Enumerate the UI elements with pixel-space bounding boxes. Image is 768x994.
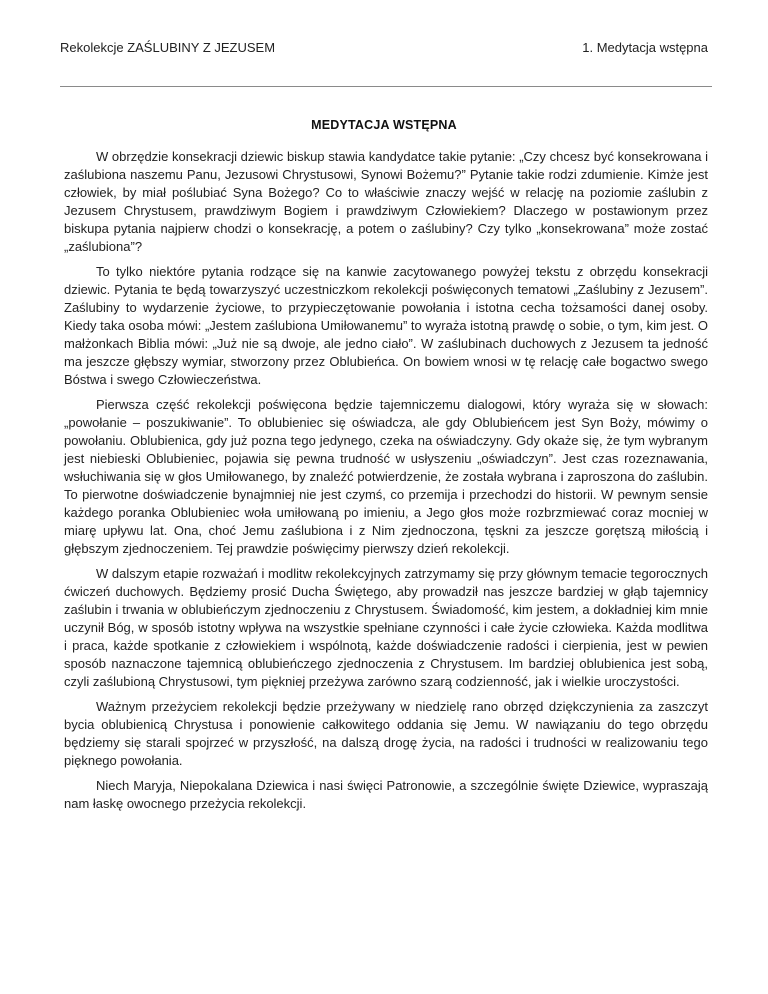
paragraph: Ważnym przeżyciem rekolekcji będzie przeżywany w niedzielę rano obrzęd dziękczynienia za zaszczyt bycia oblubienicą Chrystusa i ponowienie całkowitego oddania się Jemu. W nawiązaniu do tego obrzędu będziemy się starali spojrzeć w przyszłość, na dalszą drogę życia, na radości i trudności w realizowaniu tego pięknego powołania.	[64, 699, 708, 768]
header-right-section: 1. Medytacja wstępna	[582, 40, 708, 55]
paragraph: To tylko niektóre pytania rodzące się na kanwie zacytowanego powyżej tekstu z obrzędu konsekracji dziewic. Pytania te będą towarzyszyć uczestniczkom rekolekcji poświęconych tematowi „Zaślubiny z Jezusem”. Zaślubiny to wydarzenie życiowe, to przypieczętowanie powołania i istotna cecha tożsamości danej osoby. Kiedy taka osoba mówi: „Jestem zaślubiona Umiłowanemu” to wyraża istotną prawdę o sobie, o tym, kim jest. O małżonkach Biblia mówi: „Już nie są dwoje, ale jedno ciało”. W zaślubinach duchowych z Jezusem ta jedność ma jeszcze głębszy wymiar, stworzony przez Oblubieńca. On bowiem wnosi w tę relację całe bogactwo swego Bóstwa i swego Człowieczeństwa.	[64, 264, 708, 387]
document-body	[64, 148, 708, 820]
page-header	[60, 40, 708, 55]
header-left-title: Rekolekcje ZAŚLUBINY Z JEZUSEM	[60, 40, 276, 55]
header-divider	[60, 86, 712, 87]
section-title: MEDYTACJA WSTĘPNA	[311, 118, 457, 132]
paragraph: Pierwsza część rekolekcji poświęcona będzie tajemniczemu dialogowi, który wyraża się w słowach: „powołanie – poszukiwanie”. To oblubieniec się oświadcza, ale gdy Oblubieńcem jest Syn Boży, mówimy o powołaniu. Oblubienica, gdy już pozna tego jedynego, czeka na oświadczyny. Gdy okaże się, że tym wybranym jest niebieski Oblubieniec, pojawia się pewna trudność w usłyszeniu „oświadczyn”. Jest czas rozeznawania, wsłuchiwania się w głos Umiłowanego, by znaleźć potwierdzenie, że została wybrana i zaproszona do zaślubin. To pierwotne doświadczenie bynajmniej nie jest czymś, co przemija i przechodzi do historii. W pewnym sensie każdego poranka Oblubieniec woła umiłowaną po imieniu, a Jego głos może rozbrzmiewać coraz mocniej w miarę upływu lat. Ona, choć Jemu zaślubiona i z Nim zjednoczona, tęskni za jeszcze gorętszą miłością i głębszym zjednoczeniem. Tej prawdzie poświęcimy pierwszy dzień rekolekcji.	[64, 397, 708, 556]
paragraph: Niech Maryja, Niepokalana Dziewica i nasi święci Patronowie, a szczególnie święte Dziewice, wypraszają nam łaskę owocnego przeżycia rekolekcji.	[64, 778, 708, 811]
paragraph: W obrzędzie konsekracji dziewic biskup stawia kandydatce takie pytanie: „Czy chcesz być konsekrowana i zaślubiona naszemu Panu, Jezusowi Chrystusowi, Synowi Bożemu?” Pytanie takie rodzi zdumienie. Kimże jest człowiek, by miał poślubiać Syna Bożego? Co to właściwie znaczy wejść w relację na poziomie zaślubin z Jezusem Chrystusem, prawdziwym Bogiem i prawdziwym Człowiekiem? Dlaczego w postawionym przez biskupa pytania najpierw chodzi o konsekrację, a potem o zaślubiny? Czy tylko „konsekrowana” może zostać „zaślubiona”?	[64, 149, 708, 254]
paragraph: W dalszym etapie rozważań i modlitw rekolekcyjnych zatrzymamy się przy głównym temacie tegorocznych ćwiczeń duchowych. Będziemy prosić Ducha Świętego, aby prowadził nas jeszcze bardziej w głąb tajemnicy zaślubin i trwania w oblubieńczym zjednoczeniu z Chrystusem. Świadomość, kim jestem, a dokładniej kim mnie uczynił Bóg, w sposób istotny wpływa na wszystkie spełniane czynności i całe życie człowieka. Każda modlitwa i praca, każde spotkanie z człowiekiem i wspólnotą, każde doświadczenie radości i cierpienia, jest w pewien sposób naznaczone tajemnicą oblubieńczego zjednoczenia z Chrystusem. Im bardziej oblubienica jest sobą, czyli zaślubioną Chrystusowi, tym piękniej przeżywa zarówno szarą codzienność, jak i wielkie uroczystości.	[64, 566, 708, 689]
